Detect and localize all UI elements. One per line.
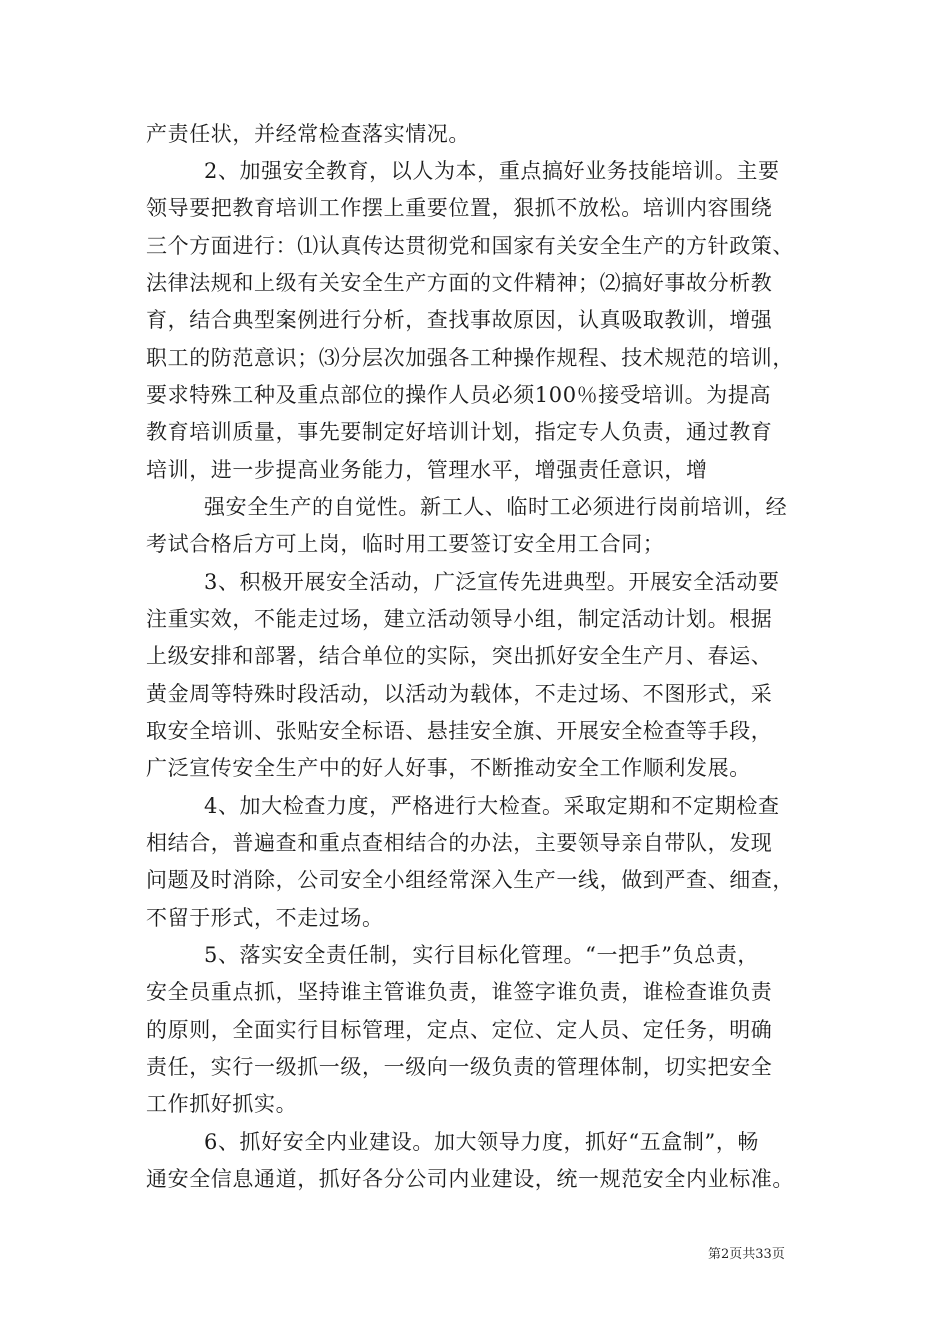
text-line: 安全员重点抓，坚持谁主管谁负责，谁签字谁负责，谁检查谁负责: [146, 980, 773, 1004]
text-line: 不留于形式，不走过场。: [146, 906, 384, 930]
text-line: 育，结合典型案例进行分析，查找事故原因，认真吸取教训，增强: [146, 308, 773, 332]
text-line: 2、加强安全教育，以人为本，重点搞好业务技能培训。主要: [204, 159, 780, 183]
text-line: 问题及时消除，公司安全小组经常深入生产一线，做到严查、细查，: [146, 868, 794, 892]
text-line: 法律法规和上级有关安全生产方面的文件精神；⑵搞好事故分析教: [146, 271, 773, 295]
text-line: 三个方面进行：⑴认真传达贯彻党和国家有关安全生产的方针政策、: [146, 234, 794, 258]
text-line: 广泛宣传安全生产中的好人好事，不断推动安全工作顺利发展。: [146, 756, 751, 780]
text-line: 黄金周等特殊时段活动，以活动为载体，不走过场、不图形式，采: [146, 682, 773, 706]
page-number-footer: 第2页共33页: [708, 1247, 785, 1262]
text-line: 责任，实行一级抓一级，一级向一级负责的管理体制，切实把安全: [146, 1055, 773, 1079]
text-line: 5、落实安全责任制，实行目标化管理。“一把手”负总责，: [204, 943, 760, 967]
text-line: 取安全培训、张贴安全标语、悬挂安全旗、开展安全检查等手段，: [146, 719, 773, 743]
text-line: 6、抓好安全内业建设。加大领导力度，抓好“五盒制”，畅: [204, 1130, 760, 1154]
text-line: 注重实效，不能走过场，建立活动领导小组，制定活动计划。根据: [146, 607, 773, 631]
text-line: 4、加大检查力度，严格进行大检查。采取定期和不定期检查: [204, 794, 780, 818]
text-line: 强安全生产的自觉性。新工人、临时工必须进行岗前培训，经: [204, 495, 788, 519]
text-line: 3、积极开展安全活动，广泛宣传先进典型。开展安全活动要: [204, 570, 780, 594]
text-line: 职工的防范意识；⑶分层次加强各工种操作规程、技术规范的培训，: [146, 346, 794, 370]
text-line: 要求特殊工种及重点部位的操作人员必须100％接受培训。为提高: [146, 383, 772, 407]
text-line: 相结合，普遍查和重点查相结合的办法，主要领导亲自带队，发现: [146, 831, 773, 855]
text-line: 的原则，全面实行目标管理，定点、定位、定人员、定任务，明确: [146, 1018, 773, 1042]
text-line: 工作抓好抓实。: [146, 1092, 298, 1116]
text-line: 教育培训质量，事先要制定好培训计划，指定专人负责，通过教育: [146, 420, 773, 444]
text-line: 考试合格后方可上岗，临时用工要签订安全用工合同；: [146, 532, 665, 556]
text-line: 产责任状，并经常检查落实情况。: [146, 122, 470, 146]
text-line: 上级安排和部署，结合单位的实际，突出抓好安全生产月、春运、: [146, 644, 773, 668]
text-line: 通安全信息通道，抓好各分公司内业建设，统一规范安全内业标准。: [146, 1167, 794, 1191]
text-line: 培训，进一步提高业务能力，管理水平，增强责任意识，增: [146, 458, 708, 482]
text-line: 领导要把教育培训工作摆上重要位置，狠抓不放松。培训内容围绕: [146, 196, 773, 220]
